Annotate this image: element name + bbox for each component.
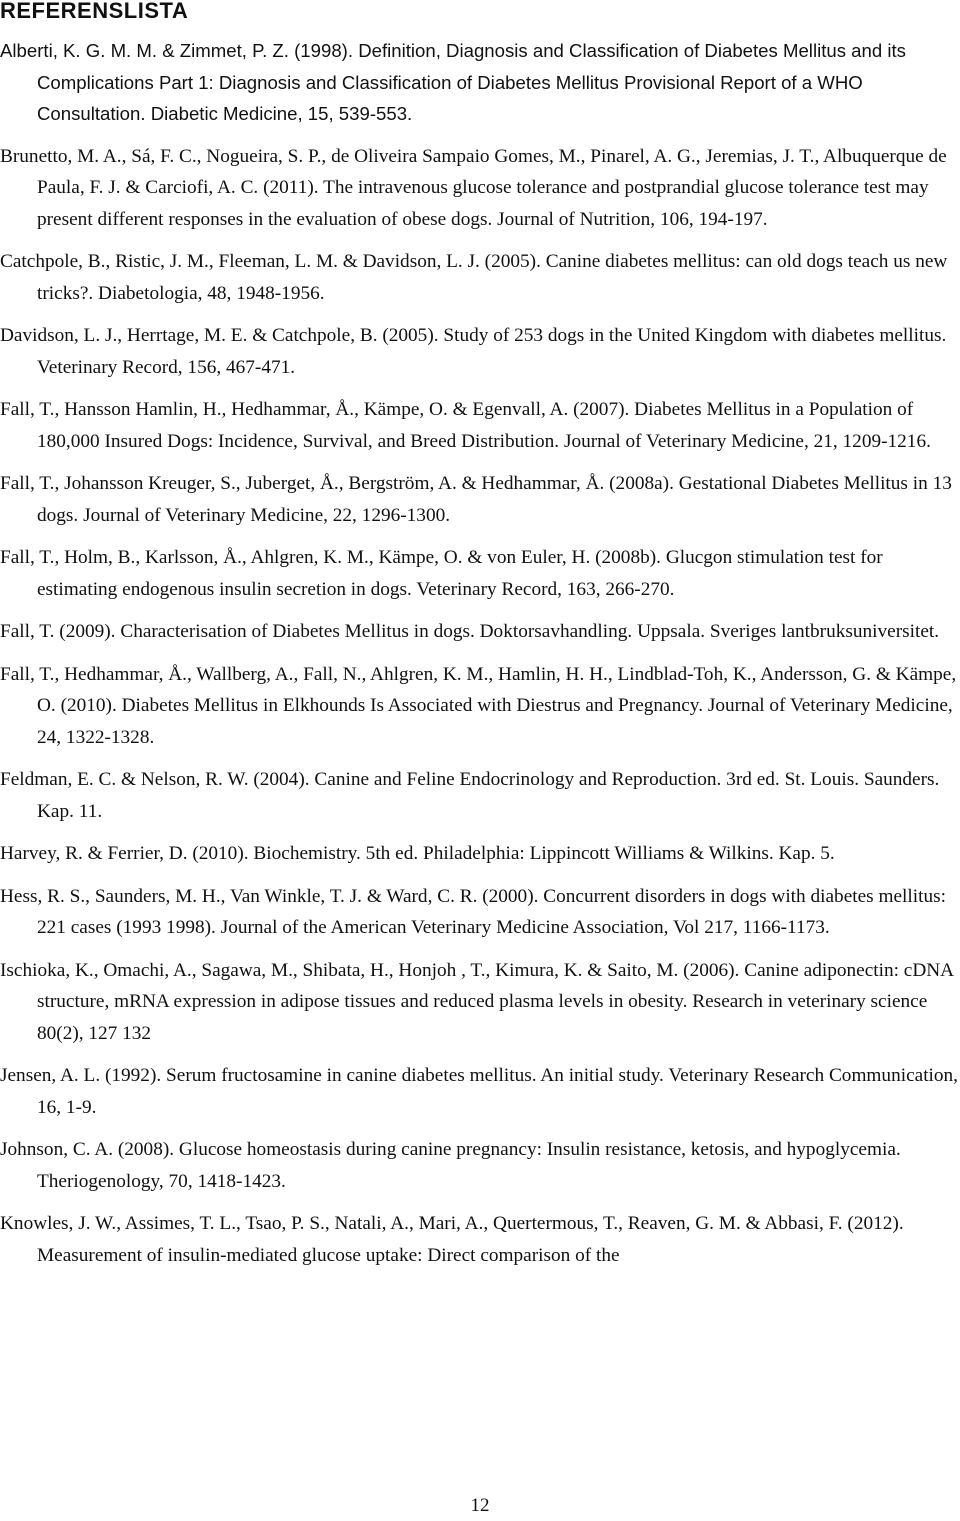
reference-source: Research in veterinary science 80(2), 127 132 <box>37 991 928 1044</box>
reference-title: Biochemistry. 5th ed. <box>253 843 419 864</box>
reference-source: Journal of Veterinary Medicine, 21, 1209-1216. <box>563 430 931 452</box>
reference-entry <box>0 141 958 236</box>
reference-authors: Catchpole, B., Ristic, J. M., Fleeman, L. M. & Davidson, L. J. (2005). <box>0 251 541 272</box>
reference-authors: Knowles, J. W., Assimes, T. L., Tsao, P. S., Natali, A., Mari, A., Quertermous, T., Reaven, G. M. & Abbasi, F. (2012). <box>0 1213 904 1234</box>
page-heading: REFERENSLISTA <box>0 0 189 23</box>
reference-entry <box>0 616 958 648</box>
reference-entry <box>0 320 958 383</box>
reference-source: Veterinary Record, 163, 266-270. <box>416 578 675 600</box>
reference-entry <box>0 1134 958 1197</box>
reference-entry <box>0 764 958 827</box>
reference-authors: Feldman, E. C. & Nelson, R. W. (2004). <box>0 769 310 790</box>
reference-source: Theriogenology, 70, 1418-1423. <box>37 1170 286 1192</box>
reference-source: Sveriges lantbruksuniversitet. <box>709 621 940 642</box>
reference-entry <box>0 659 958 754</box>
reference-source: Veterinary Record, 156, 467-471. <box>37 356 296 378</box>
reference-authors: Ischioka, K., Omachi, A., Sagawa, M., Shibata, H., Honjoh , T., Kimura, K. & Saito, M. (2006). <box>0 959 740 981</box>
reference-source: St. Louis. Saunders. Kap. 11. <box>37 769 940 822</box>
reference-entry <box>0 468 958 531</box>
reference-entry <box>0 955 958 1050</box>
reference-title: Canine adiponectin: cDNA structure, mRNA expression in adipose tissues and reduced plasma levels in obesity. <box>37 959 954 1012</box>
reference-title: Glucose homeostasis during canine pregnancy: Insulin resistance, ketosis, and hypoglycemia. <box>178 1139 901 1160</box>
reference-title: Definition, Diagnosis and Classification of Diabetes Mellitus and its Complications Part 1: Diagnosis and Classification of Diabetes Mellitus Provisional Report of a WHO Consultation. <box>37 40 906 124</box>
reference-authors: Fall, T., Hansson Hamlin, H., Hedhammar, Å., Kämpe, O. & Egenvall, A. (2007). <box>0 399 630 420</box>
reference-source: Journal of Nutrition, 106, 194-197. <box>497 208 768 230</box>
reference-title: Study of 253 dogs in the United Kingdom with diabetes mellitus. <box>443 325 947 346</box>
reference-source: Diabetologia, 48, 1948-1956. <box>98 282 325 304</box>
reference-source: Diabetic Medicine, 15, 539-553. <box>150 103 413 124</box>
reference-authors: Fall, T., Holm, B., Karlsson, Å., Ahlgren, K. M., Kämpe, O. & von Euler, H. (2008b). <box>0 547 661 568</box>
reference-authors: Alberti, K. G. M. M. & Zimmet, P. Z. (1998). <box>0 40 354 61</box>
reference-authors: Fall, T. (2009). <box>0 621 116 642</box>
reference-authors: Harvey, R. & Ferrier, D. (2010). <box>0 843 249 864</box>
reference-source: Veterinary Research Communication, 16, 1-9. <box>37 1065 959 1118</box>
reference-title: Glucgon stimulation test for estimating endogenous insulin secretion in dogs. <box>37 547 883 600</box>
reference-title: Measurement of insulin-mediated glucose uptake: Direct comparison of the <box>37 1244 620 1266</box>
reference-entry <box>0 35 958 130</box>
reference-entry <box>0 1208 958 1271</box>
reference-authors: Brunetto, M. A., Sá, F. C., Nogueira, S. P., de Oliveira Sampaio Gomes, M., Pinarel, A. G., Jeremias, J. T., Albuquerque de Paula, F. J. & Carciofi, A. C. (2011). <box>0 145 947 198</box>
reference-entry <box>0 246 958 309</box>
reference-source: Journal of Veterinary Medicine, 24, 1322-1328. <box>37 695 953 748</box>
reference-authors: Hess, R. S., Saunders, M. H., Van Winkle, T. J. & Ward, C. R. (2000). <box>0 885 539 907</box>
reference-entry <box>0 881 958 944</box>
reference-entry <box>0 838 958 870</box>
page-number: 12 <box>470 1495 490 1516</box>
reference-entry <box>0 542 958 605</box>
reference-source: Journal of the American Veterinary Medicine Association, Vol 217, 1166-1173. <box>220 917 830 938</box>
reference-title: Canine diabetes mellitus: can old dogs teach us new tricks?. <box>37 251 948 304</box>
reference-title: Gestational Diabetes Mellitus in 13 dogs. <box>37 473 952 526</box>
reference-authors: Fall, T., Johansson Kreuger, S., Juberget, Å., Bergström, A. & Hedhammar, Å. (2008a). <box>0 473 674 494</box>
reference-title: The intravenous glucose tolerance and postprandial glucose tolerance test may present different responses in the evaluation of obese dogs. <box>37 177 929 230</box>
reference-title: Serum fructosamine in canine diabetes mellitus. An initial study. <box>166 1065 664 1086</box>
reference-authors: Johnson, C. A. (2008). <box>0 1139 175 1160</box>
reference-source: Philadelphia: Lippincott Williams & Wilkins. Kap. 5. <box>423 843 835 864</box>
reference-title: Characterisation of Diabetes Mellitus in dogs. Doktorsavhandling. Uppsala. <box>120 621 706 642</box>
reference-title: Canine and Feline Endocrinology and Reproduction. 3rd ed. <box>314 769 780 790</box>
reference-title: Concurrent disorders in dogs with diabetes mellitus: 221 cases (1993 1998). <box>37 885 946 938</box>
reference-list <box>0 35 958 1282</box>
reference-title: Diabetes Mellitus in Elkhounds Is Associated with Diestrus and Pregnancy. <box>121 695 704 716</box>
reference-entry <box>0 394 958 457</box>
reference-authors: Jensen, A. L. (1992). <box>0 1065 162 1086</box>
reference-title: Diabetes Mellitus in a Population of 180,000 Insured Dogs: Incidence, Survival, and Breed Distribution. <box>37 399 914 452</box>
reference-authors: Davidson, L. J., Herrtage, M. E. & Catchpole, B. (2005). <box>0 325 439 346</box>
reference-entry <box>0 1060 958 1123</box>
reference-source: Journal of Veterinary Medicine, 22, 1296-1300. <box>83 504 451 526</box>
reference-authors: Fall, T., Hedhammar, Å., Wallberg, A., Fall, N., Ahlgren, K. M., Hamlin, H. H., Lindblad-Toh, K., Andersson, G. & Kämpe, O. (2010). <box>0 663 957 716</box>
